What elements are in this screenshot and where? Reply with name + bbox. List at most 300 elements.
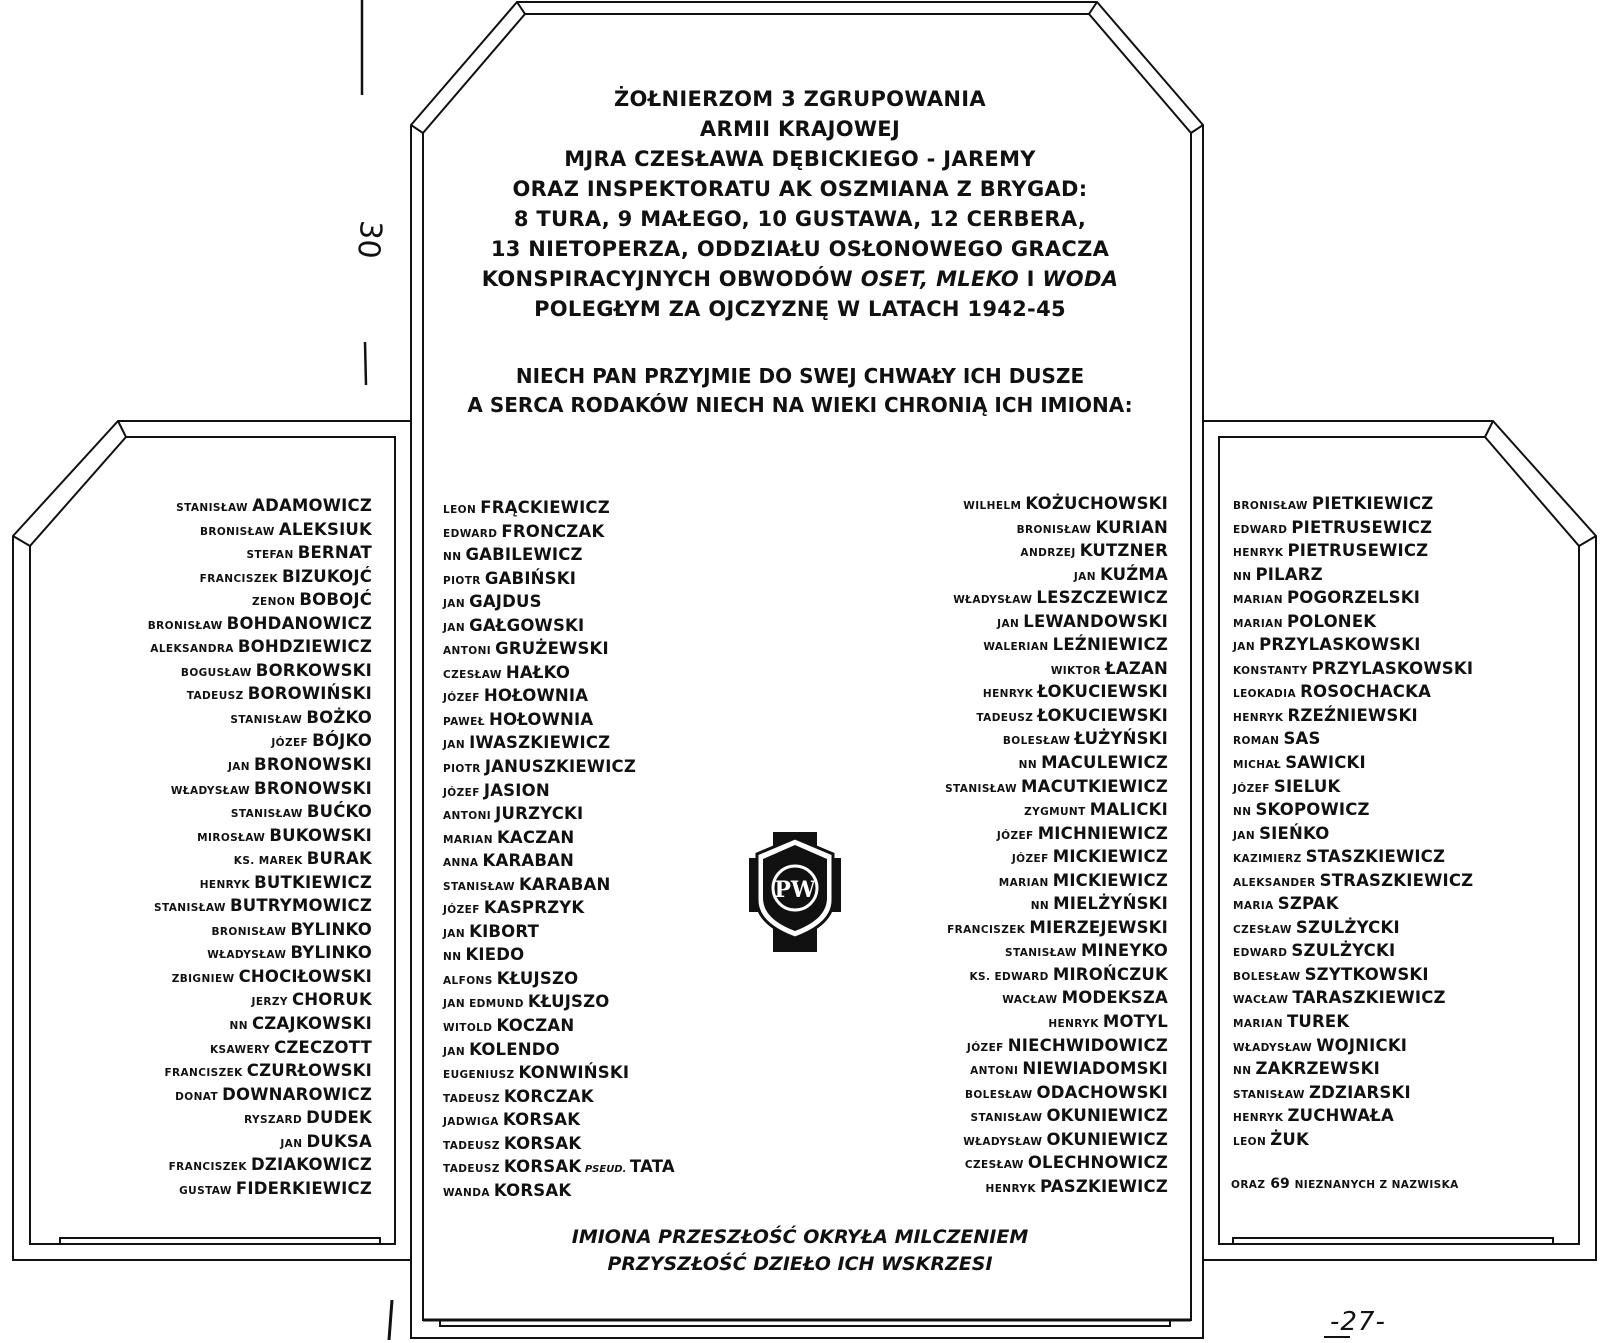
first-name: JÓZEF xyxy=(443,692,484,705)
surname: HOŁOWNIA xyxy=(483,686,589,706)
surname: JANUSZKIEWICZ xyxy=(484,757,637,777)
name-entry xyxy=(443,520,675,544)
surname: BRONOWSKI xyxy=(254,778,372,798)
first-name: JERZY xyxy=(251,996,292,1009)
dedication-header xyxy=(420,84,1180,324)
first-name: KSAWERY xyxy=(209,1043,275,1056)
first-name: JAN xyxy=(1233,641,1260,654)
first-name: HENRYK xyxy=(982,688,1038,701)
first-name: NN xyxy=(1233,1065,1256,1078)
first-name: MICHAŁ xyxy=(1233,759,1286,772)
first-name: CZESŁAW xyxy=(1233,923,1296,936)
name-entry xyxy=(1233,751,1473,775)
first-name: JAN xyxy=(1233,829,1260,842)
surname: ŁOKUCIEWSKI xyxy=(1037,682,1168,702)
first-name: HENRYK xyxy=(985,1182,1040,1195)
surname: FRONCZAK xyxy=(501,521,605,541)
surname: BUTKIEWICZ xyxy=(254,872,372,892)
name-entry xyxy=(945,516,1168,540)
name-entry xyxy=(945,869,1168,893)
surname: BUĆKO xyxy=(306,802,372,822)
first-name: FRANCISZEK xyxy=(947,923,1030,936)
header-line: 13 NIETOPERZA, ODDZIAŁU OSŁONOWEGO GRACZA xyxy=(490,237,1110,261)
surname: TUREK xyxy=(1286,1012,1350,1032)
name-entry xyxy=(148,894,372,918)
surname: KORSAK xyxy=(503,1157,582,1177)
pseudonym: TATA xyxy=(629,1157,675,1177)
surname: KORSAK xyxy=(493,1180,572,1200)
name-entry xyxy=(148,1012,372,1036)
surname: BRONOWSKI xyxy=(254,755,372,775)
first-name: GUSTAW xyxy=(179,1184,236,1197)
name-entry xyxy=(148,824,372,848)
name-entry xyxy=(945,1010,1168,1034)
first-name: JAN xyxy=(997,617,1024,630)
first-name: LEON xyxy=(1233,1135,1271,1148)
surname: ZUCHWAŁA xyxy=(1287,1106,1394,1126)
first-name: HENRYK xyxy=(199,878,255,891)
surname: ZAKRZEWSKI xyxy=(1255,1059,1380,1079)
name-entry xyxy=(443,543,675,567)
prayer-text xyxy=(420,362,1180,420)
header-line: ARMII KRAJOWEJ xyxy=(699,117,901,141)
header-line: 8 TURA, 9 MAŁEGO, 10 GUSTAWA, 12 CERBERA, xyxy=(513,207,1087,231)
surname: OKUNIEWICZ xyxy=(1046,1129,1168,1149)
first-name: NN xyxy=(1233,806,1256,819)
surname: DOWNAROWICZ xyxy=(222,1084,372,1104)
name-entry xyxy=(148,1106,372,1130)
surname: BÓJKO xyxy=(312,731,372,751)
surname: GABILEWICZ xyxy=(465,545,583,565)
name-entry xyxy=(443,920,675,944)
name-entry xyxy=(148,659,372,683)
surname: LESZCZEWICZ xyxy=(1036,588,1168,608)
surname: KORSAK xyxy=(502,1110,581,1130)
first-name: ALFONS xyxy=(443,974,497,987)
name-entry xyxy=(148,777,372,801)
unknown-rest: NIEZNANYCH Z NAZWISKA xyxy=(1294,1179,1459,1191)
surname: PIETKIEWICZ xyxy=(1311,494,1434,513)
surname: JURZYCKI xyxy=(495,804,584,824)
surname: STRASZKIEWICZ xyxy=(1319,870,1474,890)
first-name: STEFAN xyxy=(246,549,298,562)
surname: BIZUKOJĆ xyxy=(282,566,372,586)
surname: CHOCIŁOWSKI xyxy=(238,966,372,986)
surname: KURIAN xyxy=(1095,517,1168,537)
surname: MACUTKIEWICZ xyxy=(1021,776,1168,796)
name-entry xyxy=(443,779,675,803)
surname: KARABAN xyxy=(482,851,575,871)
surname: ADAMOWICZ xyxy=(252,496,372,515)
name-entry xyxy=(1233,704,1473,728)
surname: CHORUK xyxy=(291,990,372,1010)
surname: PIETRUSEWICZ xyxy=(1287,541,1429,561)
name-entry xyxy=(148,518,372,542)
name-entry xyxy=(1233,680,1473,704)
first-name: STANISŁAW xyxy=(945,782,1022,795)
first-name: NN xyxy=(1233,570,1256,583)
first-name: JAN xyxy=(1073,570,1100,583)
surname: MINEYKO xyxy=(1080,941,1168,961)
name-entry xyxy=(1233,916,1473,940)
surname: CZAJKOWSKI xyxy=(251,1014,372,1034)
name-entry xyxy=(148,1130,372,1154)
surname: SIEŃKO xyxy=(1259,823,1330,843)
surname: HAŁKO xyxy=(505,662,571,682)
name-entry xyxy=(443,1108,675,1132)
name-entry xyxy=(148,800,372,824)
first-name: JÓZEF xyxy=(443,786,484,799)
surname: SZPAK xyxy=(1277,894,1339,914)
header-line: ORAZ INSPEKTORATU AK OSZMIANA Z BRYGAD: xyxy=(512,177,1088,201)
name-entry xyxy=(148,1083,372,1107)
first-name: JÓZEF xyxy=(443,904,484,917)
name-entry xyxy=(443,896,675,920)
name-entry xyxy=(1233,1034,1473,1058)
name-entry xyxy=(443,826,675,850)
name-entry xyxy=(945,939,1168,963)
name-entry xyxy=(148,871,372,895)
surname: KUTZNER xyxy=(1079,541,1168,561)
first-name: STANISŁAW xyxy=(154,902,230,915)
name-entry xyxy=(148,729,372,753)
first-name: JAN xyxy=(443,927,470,940)
first-name: TADEUSZ xyxy=(443,1139,504,1152)
first-name: DONAT xyxy=(175,1090,223,1103)
first-name: WŁADYSŁAW xyxy=(953,594,1037,607)
first-name: HENRYK xyxy=(1048,1018,1103,1031)
surname: MOTYL xyxy=(1102,1012,1168,1032)
first-name: KS. MAREK xyxy=(233,855,307,868)
surname: BOHDZIEWICZ xyxy=(237,637,372,657)
name-entry xyxy=(148,588,372,612)
surname: CZURŁOWSKI xyxy=(246,1061,372,1081)
first-name: LEOKADIA xyxy=(1233,688,1301,701)
kotwica-emblem-icon xyxy=(749,832,841,952)
surname: SAS xyxy=(1283,729,1321,749)
first-name: ANTONI xyxy=(443,810,496,823)
surname: DUKSA xyxy=(306,1131,372,1151)
surname: POLONEK xyxy=(1286,611,1377,631)
name-entry xyxy=(945,986,1168,1010)
name-entry xyxy=(945,822,1168,846)
name-entry xyxy=(945,704,1168,728)
surname: ŁAZAN xyxy=(1105,658,1168,678)
first-name: LEON xyxy=(443,504,481,516)
surname: ŁUŻYŃSKI xyxy=(1074,729,1168,749)
surname: PASZKIEWICZ xyxy=(1039,1176,1168,1196)
surname: ZDZIARSKI xyxy=(1308,1082,1411,1102)
surname: ŻUK xyxy=(1270,1129,1309,1149)
prayer-line: A SERCA RODAKÓW NIECH NA WIEKI CHRONIĄ ICH IMIONA: xyxy=(467,393,1133,417)
first-name: WALERIAN xyxy=(983,641,1053,654)
surname: NIEWIADOMSKI xyxy=(1022,1059,1168,1079)
name-entry xyxy=(1233,1010,1473,1034)
name-entry xyxy=(1233,822,1473,846)
name-entry xyxy=(945,1175,1168,1199)
first-name: STANISŁAW xyxy=(1005,947,1081,960)
first-name: JAN xyxy=(443,598,470,611)
first-name: TADEUSZ xyxy=(976,711,1038,724)
surname: DUDEK xyxy=(306,1108,372,1128)
surname: OKUNIEWICZ xyxy=(1046,1106,1168,1126)
first-name: BOLESŁAW xyxy=(1233,970,1305,983)
name-entry xyxy=(443,708,675,732)
surname: KŁUJSZO xyxy=(496,968,579,988)
name-entry xyxy=(443,849,675,873)
surname: KOLENDO xyxy=(469,1039,560,1059)
header-mleko: MLEKO xyxy=(936,267,1019,291)
surname: BOBOJĆ xyxy=(299,590,372,610)
first-name: JÓZEF xyxy=(996,829,1038,842)
header-line-obwody xyxy=(420,264,1180,294)
surname: KONWIŃSKI xyxy=(518,1063,630,1083)
name-entry xyxy=(443,967,675,991)
surname: KASPRZYK xyxy=(483,898,585,918)
unknown-soldiers-note xyxy=(1231,1176,1459,1192)
name-entry xyxy=(945,1081,1168,1105)
first-name: ANNA xyxy=(443,857,483,870)
name-entry xyxy=(1233,1081,1473,1105)
name-entry xyxy=(443,1179,675,1203)
surname: SZULŻYCKI xyxy=(1291,941,1396,961)
first-name: BRONISŁAW xyxy=(199,525,279,538)
name-entry xyxy=(443,567,675,591)
surname: BUKOWSKI xyxy=(269,825,372,845)
name-entry xyxy=(443,873,675,897)
surname: LEŹNIEWICZ xyxy=(1052,635,1168,655)
first-name: MARIAN xyxy=(998,876,1053,889)
surname: PRZYLASKOWSKI xyxy=(1311,658,1474,678)
first-name: WACŁAW xyxy=(1002,994,1062,1007)
name-entry xyxy=(148,753,372,777)
name-entry xyxy=(148,565,372,589)
header-woda: WODA xyxy=(1042,267,1119,291)
surname: MIELŻYŃSKI xyxy=(1053,894,1168,914)
surname: MICHNIEWICZ xyxy=(1037,823,1168,843)
first-name: KS. EDWARD xyxy=(969,970,1053,983)
name-entry xyxy=(1233,939,1473,963)
surname: KORCZAK xyxy=(503,1086,594,1106)
name-entry xyxy=(148,1059,372,1083)
first-name: JAN EDMUND xyxy=(443,998,528,1011)
header-line: MJRA CZESŁAWA DĘBICKIEGO - JAREMY xyxy=(564,147,1036,171)
footer-line: IMIONA PRZESZŁOŚĆ OKRYŁA MILCZENIEM xyxy=(571,1226,1029,1248)
name-entry xyxy=(148,1153,372,1177)
name-entry xyxy=(945,727,1168,751)
first-name: ROMAN xyxy=(1233,735,1284,748)
name-entry xyxy=(1233,539,1473,563)
surname: MACULEWICZ xyxy=(1041,753,1168,773)
surname: BYLINKO xyxy=(290,919,372,939)
surname: TARASZKIEWICZ xyxy=(1292,988,1446,1008)
name-entry xyxy=(945,751,1168,775)
surname: MIROŃCZUK xyxy=(1052,964,1168,984)
name-entry xyxy=(148,612,372,636)
surname: GABIŃSKI xyxy=(484,568,577,588)
name-entry xyxy=(945,1128,1168,1152)
surname: PRZYLASKOWSKI xyxy=(1259,635,1421,655)
name-entry xyxy=(1233,586,1473,610)
surname: POGORZELSKI xyxy=(1286,588,1421,608)
name-entry xyxy=(945,916,1168,940)
page-number: -27- xyxy=(1330,1307,1386,1337)
surname: LEWANDOWSKI xyxy=(1023,611,1168,631)
surname: GAŁGOWSKI xyxy=(469,615,585,635)
surname: FIDERKIEWICZ xyxy=(235,1178,372,1198)
surname: BOHDANOWICZ xyxy=(226,613,372,633)
name-entry xyxy=(1233,798,1473,822)
header-line: POLEGŁYM ZA OJCZYZNĘ W LATACH 1942-45 xyxy=(534,297,1066,321)
name-entry xyxy=(148,635,372,659)
first-name: CZESŁAW xyxy=(964,1159,1028,1172)
first-name: HENRYK xyxy=(1233,1112,1288,1125)
header-text: I xyxy=(1019,267,1043,291)
surname: RZEŹNIEWSKI xyxy=(1287,705,1418,725)
name-entry xyxy=(945,845,1168,869)
first-name: BRONISŁAW xyxy=(211,925,291,938)
first-name: BOGUSŁAW xyxy=(180,666,256,679)
first-name: NN xyxy=(1030,900,1054,913)
name-entry xyxy=(443,661,675,685)
surname: SKOPOWICZ xyxy=(1255,800,1370,820)
name-entry xyxy=(1233,516,1473,540)
surname: PIETRUSEWICZ xyxy=(1291,517,1433,537)
first-name: JAN xyxy=(280,1137,307,1150)
surname: BORKOWSKI xyxy=(255,660,372,680)
name-entry xyxy=(148,541,372,565)
name-entry xyxy=(148,941,372,965)
left-base-plaque xyxy=(60,1238,380,1244)
first-name: EDWARD xyxy=(1233,523,1292,536)
name-entry xyxy=(443,802,675,826)
first-name: STANISŁAW xyxy=(970,1112,1047,1125)
first-name: BOLESŁAW xyxy=(964,1088,1037,1101)
surname: OLECHNOWICZ xyxy=(1027,1153,1168,1173)
name-entry xyxy=(945,586,1168,610)
first-name: WŁADYSŁAW xyxy=(207,949,291,962)
first-name: ANDRZEJ xyxy=(1020,547,1080,560)
name-entry xyxy=(1233,727,1473,751)
name-entry xyxy=(148,918,372,942)
first-name: STANISŁAW xyxy=(443,880,519,893)
name-entry xyxy=(945,775,1168,799)
name-entry xyxy=(443,943,675,967)
surname: BOŻKO xyxy=(306,707,372,727)
surname: ROSOCHACKA xyxy=(1300,682,1432,702)
first-name: CZESŁAW xyxy=(443,668,506,681)
first-name: NN xyxy=(1018,759,1042,772)
surname: GAJDUS xyxy=(469,592,542,612)
name-entry xyxy=(945,539,1168,563)
surname: SIELUK xyxy=(1273,776,1341,796)
name-entry xyxy=(443,637,675,661)
first-name: MARIAN xyxy=(1233,1018,1287,1031)
first-name: JÓZEF xyxy=(1011,853,1053,866)
surname: SZYTKOWSKI xyxy=(1304,964,1429,984)
first-name: ANTONI xyxy=(970,1065,1023,1078)
surname: BYLINKO xyxy=(290,943,372,963)
first-name: ALEKSANDER xyxy=(1233,876,1320,889)
name-entry xyxy=(1233,492,1473,516)
names-column-2 xyxy=(443,496,675,1202)
first-name: JÓZEF xyxy=(271,737,313,750)
first-name: PAWEŁ xyxy=(443,715,489,728)
name-entry xyxy=(148,965,372,989)
first-name: WILHELM xyxy=(963,500,1026,512)
surname: MICKIEWICZ xyxy=(1052,847,1168,867)
surname: BUTRYMOWICZ xyxy=(229,896,372,916)
surname: ALEKSIUK xyxy=(278,519,372,539)
name-entry xyxy=(945,798,1168,822)
footer-line: PRZYSZŁOŚĆ DZIEŁO ICH WSKRZESI xyxy=(607,1253,993,1275)
surname: FRĄCKIEWICZ xyxy=(480,498,610,517)
name-entry xyxy=(1233,892,1473,916)
name-entry xyxy=(443,590,675,614)
first-name: NN xyxy=(443,951,466,964)
first-name: JAN xyxy=(227,761,255,774)
name-entry xyxy=(443,1132,675,1156)
unknown-count: 69 xyxy=(1270,1176,1290,1192)
name-entry xyxy=(443,1038,675,1062)
name-entry xyxy=(443,1155,675,1179)
first-name: NN xyxy=(229,1020,252,1033)
first-name: JÓZEF xyxy=(1233,782,1274,795)
name-entry xyxy=(1233,1104,1473,1128)
name-entry xyxy=(945,1151,1168,1175)
name-entry xyxy=(945,610,1168,634)
names-column-1 xyxy=(148,494,372,1200)
first-name: ZENON xyxy=(252,596,300,609)
name-entry xyxy=(945,680,1168,704)
surname: JASION xyxy=(483,780,550,800)
surname: DZIAKOWICZ xyxy=(250,1155,372,1175)
name-entry xyxy=(1233,657,1473,681)
first-name: ALEKSANDRA xyxy=(150,643,238,656)
first-name: EUGENIUSZ xyxy=(443,1069,519,1082)
first-name: PIOTR xyxy=(443,574,485,587)
first-name: HENRYK xyxy=(1233,711,1288,724)
first-name: BRONISŁAW xyxy=(147,619,227,632)
first-name: TADEUSZ xyxy=(186,690,248,703)
name-entry xyxy=(443,496,675,520)
right-base-plaque xyxy=(1233,1238,1553,1244)
name-entry xyxy=(945,563,1168,587)
first-name: HENRYK xyxy=(1233,547,1288,560)
margin-number: 30 xyxy=(349,218,389,261)
surname: BURAK xyxy=(306,849,372,869)
header-text: KONSPIRACYJNYCH OBWODÓW xyxy=(481,267,861,291)
surname: KORSAK xyxy=(503,1133,582,1153)
surname: KARABAN xyxy=(518,874,611,894)
name-entry xyxy=(1233,845,1473,869)
surname: BERNAT xyxy=(297,543,372,563)
first-name: FRANCISZEK xyxy=(168,1161,251,1174)
first-name: STANISŁAW xyxy=(176,502,253,514)
first-name: STANISŁAW xyxy=(1233,1088,1309,1101)
first-name: ANTONI xyxy=(443,645,496,658)
name-entry xyxy=(148,1177,372,1201)
surname: SAWICKI xyxy=(1285,753,1366,773)
name-entry xyxy=(945,633,1168,657)
name-entry xyxy=(1233,610,1473,634)
header-line: ŻOŁNIERZOM 3 ZGRUPOWANIA xyxy=(614,87,986,111)
first-name: MARIAN xyxy=(443,833,497,846)
name-entry xyxy=(945,963,1168,987)
first-name: FRANCISZEK xyxy=(164,1067,247,1080)
header-oset: OSET, xyxy=(860,267,929,291)
first-name: WŁADYSŁAW xyxy=(170,784,255,797)
